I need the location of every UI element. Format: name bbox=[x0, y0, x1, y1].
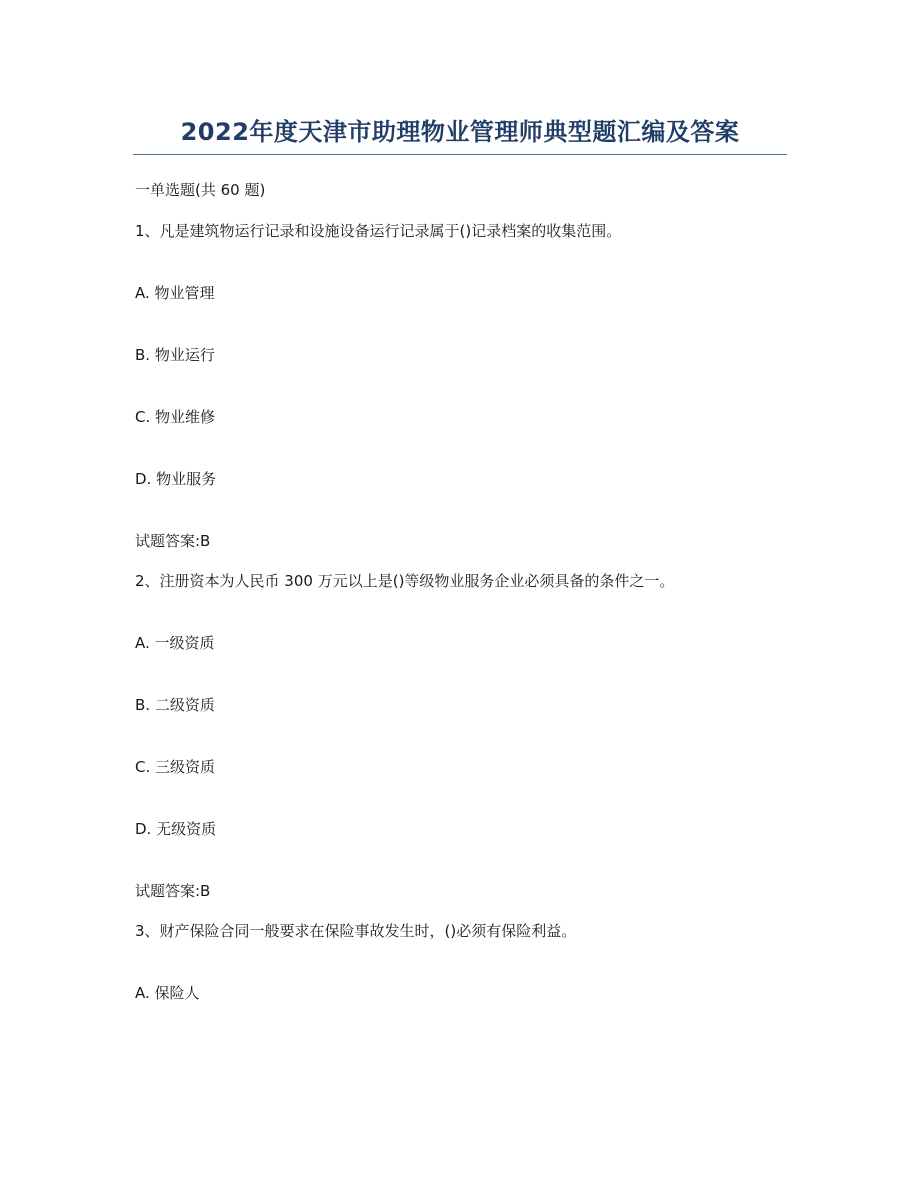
option-c: C. 三级资质 bbox=[135, 758, 216, 776]
option-d: D. 物业服务 bbox=[135, 470, 217, 488]
question-stem: 1、凡是建筑物运行记录和设施设备运行记录属于()记录档案的收集范围。 bbox=[135, 222, 622, 240]
section-heading: 一单选题(共 60 题) bbox=[135, 181, 266, 199]
option-b: B. 二级资质 bbox=[135, 696, 215, 714]
question-stem: 2、注册资本为人民币 300 万元以上是()等级物业服务企业必须具备的条件之一。 bbox=[135, 572, 675, 590]
option-a: A. 一级资质 bbox=[135, 634, 215, 652]
option-a: A. 物业管理 bbox=[135, 284, 215, 302]
answer-line: 试题答案:B bbox=[135, 532, 211, 550]
answer-line: 试题答案:B bbox=[135, 882, 211, 900]
question-stem: 3、财产保险合同一般要求在保险事故发生时，()必须有保险利益。 bbox=[135, 922, 577, 940]
title-underline bbox=[133, 154, 787, 155]
option-d: D. 无级资质 bbox=[135, 820, 217, 838]
page-title: 2022年度天津市助理物业管理师典型题汇编及答案 bbox=[180, 118, 740, 146]
option-c: C. 物业维修 bbox=[135, 408, 216, 426]
option-a: A. 保险人 bbox=[135, 984, 200, 1002]
option-b: B. 物业运行 bbox=[135, 346, 215, 364]
